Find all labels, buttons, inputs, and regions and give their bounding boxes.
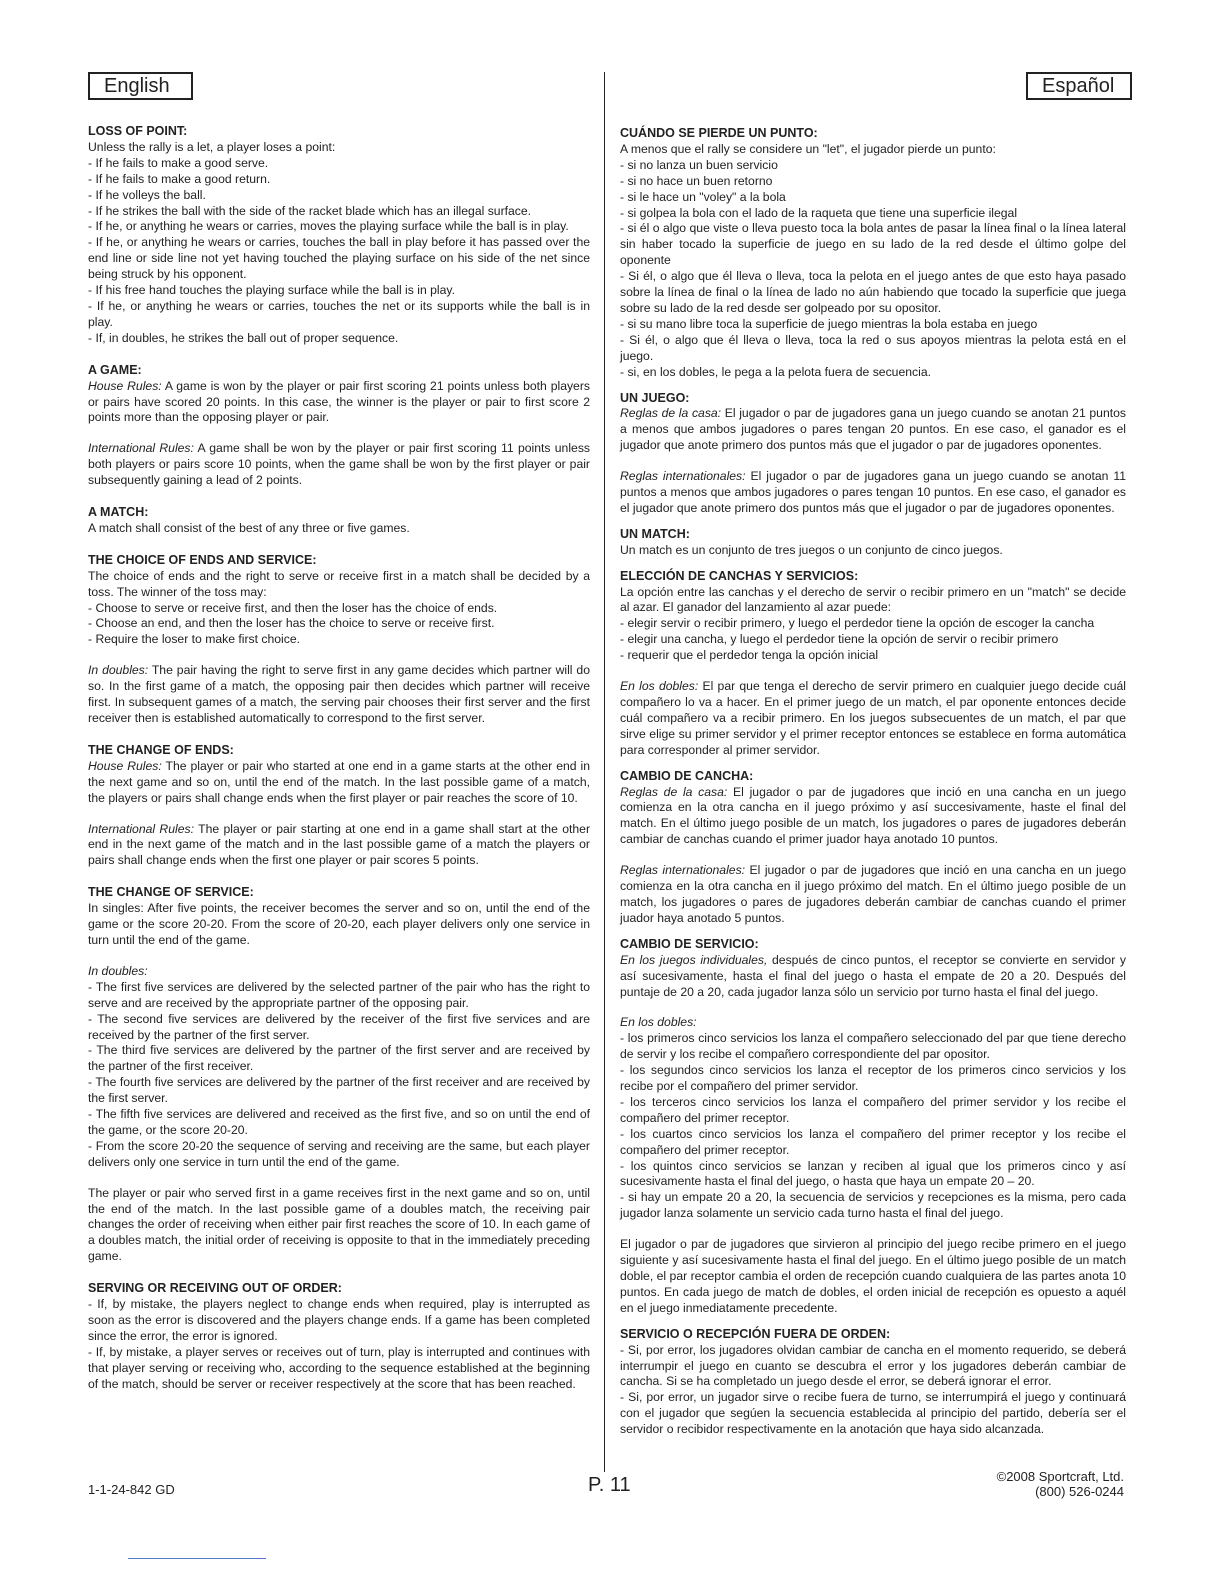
house-rules-paragraph (88, 379, 590, 427)
rule-line: - The second five services are delivered by the receiver of the first five services and are received by the partner of the first server. (88, 1011, 590, 1042)
rule-line: - If he volleys the ball. (88, 187, 206, 202)
section-heading: ELECCIÓN DE CANCHAS Y SERVICIOS: (620, 568, 859, 583)
rule-line: - Choose to serve or receive first, and then the loser has the choice of ends. (88, 600, 498, 615)
rule-line: - Si él, o algo que él lleva o lleva, toca la red o sus apoyos mientras la pelota está en el juego. (620, 332, 1126, 363)
section-a-game (620, 391, 1126, 517)
rule-line: A match shall consist of the best of any three or five games. (88, 520, 410, 535)
rule-line: - los segundos cinco servicios los lanza el receptor de los primeros cinco servicios y los recibe por el compañero del primer servidor. (620, 1063, 1126, 1094)
section-change-of-service (88, 885, 590, 1265)
rule-line: - si golpea la bola con el lado de la raqueta que tiene una superficie ilegal (620, 205, 1018, 220)
rule-line: A menos que el rally se considere un "let", el jugador pierde un punto: (620, 141, 996, 156)
rule-line: - If he, or anything he wears or carries, moves the playing surface while the ball is in play. (88, 219, 569, 234)
doubles-label: In doubles: (88, 663, 149, 678)
rule-line: - If his free hand touches the playing surface while the ball is in play. (88, 283, 455, 298)
section-choice-of-ends (88, 553, 590, 727)
section-change-of-ends (620, 769, 1126, 927)
closing-paragraph: The player or pair who served first in a game receives first in the next game and so on, until the end of the match. In the last possible game of a doubles match, the receiving pair changes the order of receiving when either pair first reaches the score of 10. In each game of a doubles match, the initial order of receiving is opposite to that in the immediately preceding game. (88, 1185, 591, 1264)
house-rules-label: House Rules: (88, 758, 162, 773)
section-change-of-service (620, 937, 1126, 1317)
international-rules-paragraph (88, 441, 590, 489)
phone-number: (800) 526-0244 (1035, 1484, 1124, 1499)
page-number: P. 11 (588, 1474, 631, 1496)
section-choice-of-ends (620, 569, 1126, 759)
section-out-of-order (88, 1281, 590, 1392)
rule-line: - The fourth five services are delivered by the partner of the first receiver and are received by the first server. (88, 1075, 590, 1106)
house-rules-paragraph (620, 406, 1126, 454)
international-rules-label: Reglas internationales: (620, 469, 746, 484)
rule-line: - si él o algo que viste o lleva puesto toca la bola antes de pasar la línea final o la línea lateral sin haber tocado la superficie de juego en su lado de la red desde el último golpe del oponente (620, 221, 1126, 268)
section-heading: LOSS OF POINT: (88, 124, 188, 138)
language-label-english: English (88, 72, 193, 100)
doubles-label: In doubles: (88, 963, 148, 978)
section-heading: THE CHANGE OF SERVICE: (88, 885, 254, 900)
rule-line: - si, en los dobles, le pega a la pelota fuera de secuencia. (620, 364, 931, 379)
section-a-game (88, 363, 590, 489)
section-heading: CAMBIO DE CANCHA: (620, 768, 754, 783)
rule-line: - si no lanza un buen servicio (620, 157, 778, 172)
section-heading: CAMBIO DE SERVICIO: (620, 936, 759, 951)
house-rules-label: House Rules: (88, 378, 162, 393)
rule-line: - Choose an end, and then the loser has the choice to serve or receive first. (88, 616, 495, 631)
section-heading: A MATCH: (88, 505, 149, 520)
rule-line: - The third five services are delivered by the partner of the first server and are received by the partner of the first receiver. (88, 1043, 590, 1074)
international-rules-paragraph (88, 822, 590, 870)
house-rules-paragraph (88, 759, 590, 807)
rule-line: - Si él, o algo que él lleva o lleva, toca la pelota en el juego antes de que esto haya pasado sobre la línea de final o la línea de lado no aún habiendo que tocado la superficie que juega sobre su lado de la red desde ser golpeado por su opositor. (620, 269, 1126, 315)
column-divider (604, 72, 605, 1472)
rule-line: - los terceros cinco servicios los lanza el compañero del primer servidor y los recibe el compañero del primer receptor. (620, 1094, 1126, 1125)
rule-line: - If he strikes the ball with the side of the racket blade which has an illegal surface. (88, 203, 532, 218)
section-heading: SERVICIO O RECEPCIÓN FUERA DE ORDEN: (620, 1326, 891, 1341)
rule-line: - If he fails to make a good return. (88, 171, 271, 186)
international-rules-text: The player or pair starting at one end in a game shall start at the other end in the next game of the match and in the last possible game of a match the players or pairs shall change ends when the first one player or pair scores 5 points. (88, 821, 590, 868)
rule-line: - si hay un empate 20 a 20, la secuencia de servicios y recepciones es la misma, pero cada jugador lanza solamente un servicio cada turno hasta el final del juego. (620, 1190, 1126, 1221)
singles-label: En los juegos individuales, (620, 952, 768, 967)
rule-line: - si su mano libre toca la superficie de juego mientras la bola estaba en juego (620, 316, 1038, 331)
section-heading: CUÁNDO SE PIERDE UN PUNTO: (620, 126, 818, 140)
rule-line: - If, by mistake, a player serves or receives out of turn, play is interrupted and continues with that player serving or receiving who, according to the sequence established at the beginning of the match, should be server or receiver respectively at the score that has been reached. (88, 1344, 590, 1391)
section-heading: THE CHOICE OF ENDS AND SERVICE: (88, 552, 317, 567)
copyright: ©2008 Sportcraft, Ltd. (996, 1469, 1124, 1484)
section-heading: SERVING OR RECEIVING OUT OF ORDER: (88, 1281, 342, 1296)
house-rules-label: Reglas de la casa: (620, 784, 728, 799)
language-label-spanish: Español (1026, 72, 1132, 100)
section-a-match (620, 527, 1126, 559)
section-change-of-ends (88, 743, 590, 869)
singles-text: después de cinco puntos, el receptor se convierte en servidor y así sucesivamente, hasta el final del juego o hasta el empate de 20 a 20. Después del puntaje de 20 a 20, cada jugador lanza sólo un servicio por turno hasta el final del juego. (620, 952, 1126, 999)
rule-line: - If, by mistake, the players neglect to change ends when required, play is interrupted as soon as the error is discovered and the players change ends. If a game has been completed since the error, the error is ignored. (88, 1297, 590, 1343)
section-loss-of-point (88, 124, 590, 347)
footer-rule (128, 1558, 266, 1559)
rule-line: - Si, por error, un jugador sirve o recibe fuera de turno, se interrumpirá el juego y continuará con el jugador que segúen la secuencia establecida al principio del partido, debería ser el servidor o recibidor respectivamente en la anotación que haya sido alcanzada. (620, 1390, 1126, 1437)
rule-line: - The fifth five services are delivered and received as the first five, and so on until the end of the game, or the score 20-20. (88, 1107, 590, 1137)
rule-line: The choice of ends and the right to serve or receive first in a match shall be decided by a toss. The winner of the toss may: (88, 568, 590, 599)
rule-line: Unless the rally is a let, a player loses a point: (88, 139, 336, 154)
singles-paragraph (620, 953, 1126, 1001)
doubles-label: En los dobles: (620, 1015, 697, 1030)
doubles-label: En los dobles: (620, 679, 699, 694)
rule-line: - The first five services are delivered by the selected partner of the pair who has the right to serve and are received by the appropriate partner of the opposing pair. (88, 979, 590, 1010)
rule-line: - si no hace un buen retorno (620, 173, 773, 188)
rule-line: - elegir una cancha, y luego el perdedor tiene la opción de servir o recibir primero (620, 632, 1059, 647)
house-rules-label: Reglas de la casa: (620, 406, 722, 421)
rule-line: - If he, or anything he wears or carries, touches the net or its supports while the ball is in play. (88, 298, 590, 329)
rule-line: - If he fails to make a good serve. (88, 155, 269, 170)
international-rules-label: International Rules: (88, 821, 194, 836)
international-rules-label: Reglas internationales: (620, 863, 746, 878)
section-loss-of-point (620, 126, 1126, 381)
singles-paragraph: In singles: After five points, the receiver becomes the server and so on, until the end of the game or the score 20-20. From the score of 20-20, each player delivers only one service in turn until the end of the game. (88, 901, 590, 947)
rule-line: - From the score 20-20 the sequence of serving and receiving are the same, but each player delivers only one service in turn until the end of the game. (88, 1138, 590, 1169)
section-heading: THE CHANGE OF ENDS: (88, 742, 234, 757)
rule-line: - If, in doubles, he strikes the ball out of proper sequence. (88, 330, 399, 345)
doubles-paragraph (88, 663, 590, 727)
rule-line: - si le hace un "voley" a la bola (620, 189, 786, 204)
section-heading: UN JUEGO: (620, 390, 690, 405)
international-rules-paragraph (620, 469, 1126, 517)
international-rules-label: International Rules: (88, 441, 194, 456)
international-rules-text: A game shall be won by the player or pair first scoring 11 points unless both players or pairs score 10 points, when the game shall be won by the first player or pair subsequently gaining a lead of 2 points. (88, 441, 591, 488)
rule-line: La opción entre las canchas y el derecho de servir o recibir primero en un "match" se decide al azar. El ganador del lanzamiento al azar puede: (620, 584, 1126, 615)
doubles-text: The pair having the right to serve first in any game decides which partner will do so. In the first game of a match, the opposing pair then decides which partner will receive first. In subsequent games of a match, the serving pair chooses their first server and the first receiver then is established automatically to correspond to the first server. (88, 663, 590, 725)
section-heading: A GAME: (88, 362, 142, 377)
international-rules-paragraph (620, 863, 1126, 927)
rule-line: - Require the loser to make first choice. (88, 632, 301, 647)
spanish-column (620, 126, 1126, 1448)
english-column (88, 124, 590, 1409)
rule-line: - los cuartos cinco servicios los lanza el compañero del primer receptor y los recibe el compañero del primer receptor. (620, 1126, 1126, 1157)
section-out-of-order (620, 1327, 1126, 1438)
footer-contact (997, 1469, 1124, 1499)
section-a-match (88, 505, 590, 537)
house-rules-text: The player or pair who started at one end in a game starts at the other end in the next game and so on, until the end of the match. In the last possible game of a match, the players or pairs shall change ends when the first player or pair reaches the score of 10. (88, 758, 590, 805)
rule-line: - elegir servir o recibir primero, y luego el perdedor tiene la opción de escoger la cancha (620, 616, 1095, 631)
international-rules-text: El jugador o par de jugadores gana un juego cuando se anotan 11 puntos a menos que ambos jugadores o pares tengan 10 puntos. En ese caso, el ganador es el jugador que anote primero dos puntos más que el jugador o par de jugadores oponentes. (620, 469, 1127, 515)
rule-line: - los quintos cinco servicios se lanzan y reciben al igual que los primeros cinco y así sucesivamente hasta el final del juego, o hasta que haya un empate 20 – 20. (620, 1158, 1126, 1189)
house-rules-text: El jugador o par de jugadores gana un juego cuando se anotan 21 puntos a menos que ambos jugadores o pares tengan 20 puntos. En ese caso, el ganador es el jugador que anote primero dos puntos más que el jugador o par de jugadores oponentes. (620, 406, 1126, 453)
rule-line: Un match es un conjunto de tres juegos o un conjunto de cinco juegos. (620, 542, 1003, 557)
international-rules-text: El jugador o par de jugadores que inció en una cancha en un juego comienza en la otra cancha en il juego próximo del match. En el último juego posible de un match, los jugadores o pares de jugadores deberán cambiar de canchas cuando el primer juador haya anotado 5 puntos. (620, 863, 1126, 925)
closing-paragraph: El jugador o par de jugadores que sirvieron al principio del juego recibe primero en el juego siguiente y así sucesivamente hasta el final del juego. En el último juego posible de un match doble, el par receptor cambia el orden de recepción cuando cualquiera de las partes anota 10 puntos. En cada juego de match de dobles, el orden inicial de recepción es opuesto a aquél en el juego inmediatamente precedente. (620, 1237, 1126, 1315)
rule-line: - los primeros cinco servicios los lanza el compañero seleccionado del par que tiene derecho de servir y los recibe el compañero correspondiente del par opositor. (620, 1031, 1126, 1062)
doubles-paragraph (620, 679, 1126, 759)
doubles-text: El par que tenga el derecho de servir primero en cualquier juego decide cuál compañero lo va a hacer. En el primer juego de un match, el par oponente entonces decide cuál compañero va a recibir primero. En los juegos subsecuentes de un match, el par que sirve elige su primer servidor y el primer receptor entonces se establece en forma automática para corresponder al primer servidor. (620, 679, 1127, 757)
document-code: 1-1-24-842 GD (88, 1482, 175, 1497)
house-rules-paragraph (620, 785, 1126, 849)
house-rules-text: El jugador o par de jugadores que inció en una cancha en un juego comienza en la otra cancha en il juego próximo y así succesivamente, haste el final del match. En el último juego posible de un match, los jugadores o pares de jugadores deberán cambiar de canchas cuando el primer juador haya anotado 10 puntos. (620, 784, 1126, 847)
rule-line: - Si, por error, los jugadores olvidan cambiar de cancha en el momento requerido, se deberá interrumpir el juego en cuanto se descubra el error y los jugadores deberán cambiar de cancha. Si se ha completado un juego desde el error, se deberá ignorar el error. (620, 1342, 1126, 1389)
house-rules-text: A game is won by the player or pair first scoring 21 points unless both players or pairs have scored 20 points. In this case, the winner is the player or pair to first score 2 points more than the opposing player or pair. (88, 378, 590, 425)
rule-line: - requerir que el perdedor tenga la opción inicial (620, 648, 879, 663)
section-heading: UN MATCH: (620, 526, 690, 541)
rule-line: - If he, or anything he wears or carries, touches the ball in play before it has passed over the end line or side line not yet having touched the playing surface on his side of the net since being struck by his opponent. (88, 235, 590, 282)
